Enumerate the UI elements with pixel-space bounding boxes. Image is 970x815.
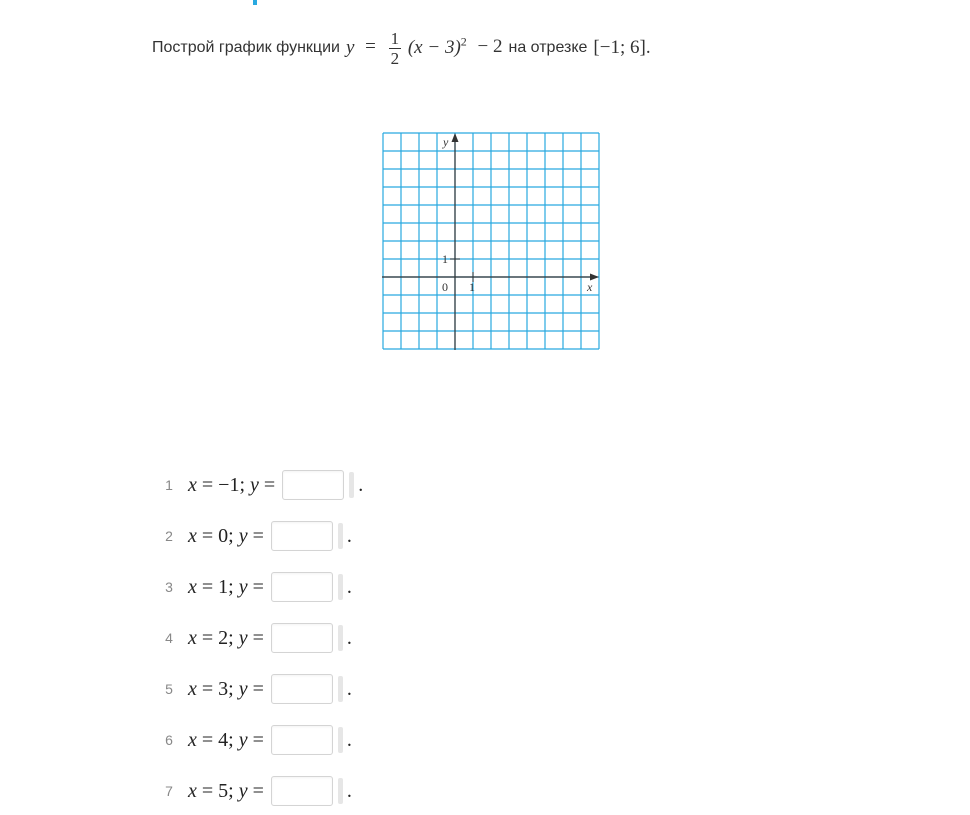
- row-period: .: [346, 779, 352, 802]
- formula-expression: (x − 3): [407, 36, 461, 58]
- row-period: .: [346, 524, 352, 547]
- segment-label: на отрезке: [508, 39, 588, 56]
- formula-power: 2: [460, 34, 467, 49]
- row-equation: x = 4; y =: [188, 728, 264, 751]
- segment-interval: [−1; 6]: [593, 37, 646, 58]
- y-answer-input[interactable]: [271, 572, 333, 602]
- row-equation: x = 2; y =: [188, 626, 264, 649]
- row-period: .: [346, 728, 352, 751]
- answer-row-6: [160, 722, 352, 758]
- grid-svg: [381, 131, 600, 351]
- row-equation: x = 3; y =: [188, 677, 264, 700]
- origin-label: 0: [442, 280, 448, 294]
- row-equation: x = −1; y =: [188, 473, 276, 496]
- top-accent-mark: [253, 0, 257, 5]
- row-equation: x = 1; y =: [188, 575, 264, 598]
- y-answer-input[interactable]: [271, 776, 333, 806]
- x-axis-label: x: [587, 280, 593, 294]
- input-side-handle: [338, 727, 343, 753]
- problem-statement: [152, 22, 651, 74]
- input-side-handle: [338, 574, 343, 600]
- row-number: 1: [165, 477, 173, 493]
- x-unit-label: 1: [469, 280, 475, 294]
- answer-row-4: [160, 620, 352, 656]
- answer-row-7: [160, 773, 352, 809]
- input-side-handle: [338, 676, 343, 702]
- row-period: .: [346, 575, 352, 598]
- formula-tail: − 2: [477, 36, 503, 58]
- row-equation: x = 5; y =: [188, 779, 264, 802]
- row-number: 6: [165, 732, 173, 748]
- row-number: 3: [165, 579, 173, 595]
- fraction-denominator: 2: [390, 48, 400, 68]
- row-number: 5: [165, 681, 173, 697]
- problem-prefix: Построй график функции: [152, 39, 340, 56]
- row-period: .: [346, 677, 352, 700]
- fraction-numerator: 1: [390, 28, 400, 48]
- row-number: 4: [165, 630, 173, 646]
- input-side-handle: [338, 523, 343, 549]
- answer-row-3: [160, 569, 352, 605]
- input-side-handle: [349, 472, 354, 498]
- answer-row-2: [160, 518, 352, 554]
- y-answer-input[interactable]: [282, 470, 344, 500]
- row-period: .: [358, 473, 364, 496]
- row-period: .: [346, 626, 352, 649]
- function-formula: [346, 29, 503, 68]
- y-answer-input[interactable]: [271, 674, 333, 704]
- row-number: 2: [165, 528, 173, 544]
- input-side-handle: [338, 778, 343, 804]
- y-axis-label: y: [443, 135, 449, 149]
- y-answer-input[interactable]: [271, 623, 333, 653]
- formula-fraction: [389, 29, 402, 68]
- row-number: 7: [165, 783, 173, 799]
- problem-period: .: [645, 37, 651, 58]
- answer-row-5: [160, 671, 352, 707]
- y-answer-input[interactable]: [271, 521, 333, 551]
- input-side-handle: [338, 625, 343, 651]
- y-axis-arrow: [452, 133, 459, 142]
- coordinate-grid: [381, 131, 600, 351]
- y-answer-input[interactable]: [271, 725, 333, 755]
- row-equation: x = 0; y =: [188, 524, 264, 547]
- answer-row-1: [160, 467, 363, 503]
- formula-y: y: [345, 36, 355, 58]
- y-unit-label: 1: [442, 252, 448, 266]
- formula-equals: =: [365, 36, 376, 58]
